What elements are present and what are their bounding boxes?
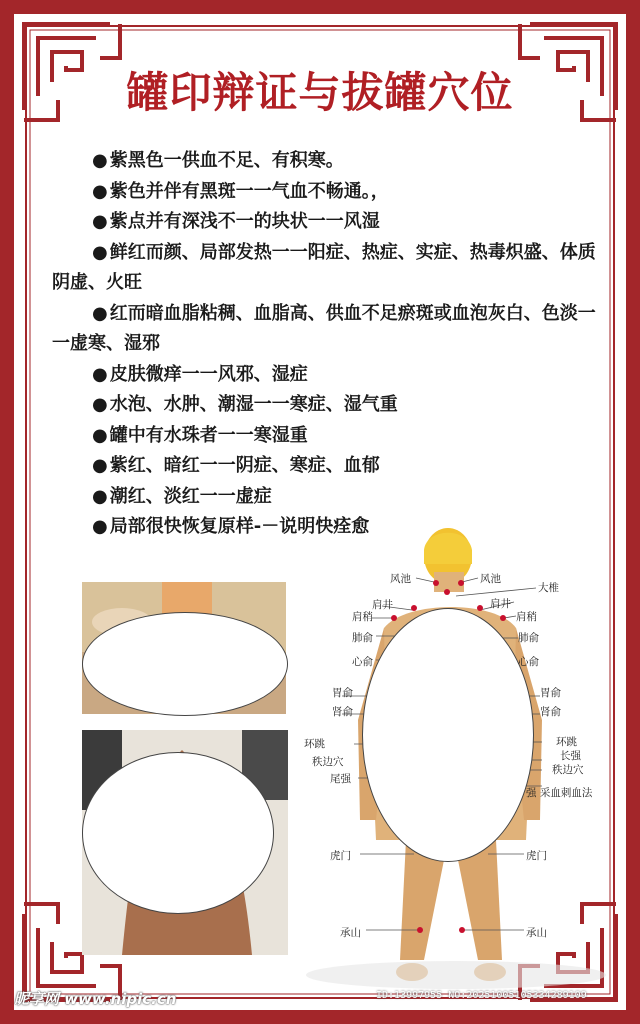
acupoint-label: 肺俞	[518, 632, 539, 644]
acupoint-label: 尾强	[330, 773, 351, 785]
acupoint-label: 心俞	[352, 656, 373, 668]
list-item-text: 罐中有水珠者一一寒湿重	[109, 424, 308, 446]
list-item	[52, 207, 598, 238]
diagnosis-list	[52, 146, 598, 543]
list-item-text: 紫点并有深浅不一的块状一一风湿	[109, 211, 380, 232]
list-item-text: 紫黑色一供血不足、有积寒。	[109, 150, 344, 171]
site-watermark: 昵享网 www.nipic.cn	[14, 990, 177, 1008]
acupoint-label: 肩稍	[352, 611, 373, 623]
acupoint-label: 肾俞	[540, 706, 561, 718]
privacy-oval	[362, 608, 534, 862]
list-item	[52, 177, 598, 208]
acupoint-label: 虎门	[526, 850, 547, 862]
acupoint-label: 虎门	[330, 850, 351, 862]
list-item-text: 紫红、暗红一一阴症、寒症、血郁	[109, 455, 380, 476]
acupoint-label: 风池	[390, 573, 411, 585]
bullet-icon: ●	[92, 180, 108, 202]
bullet-icon: ●	[92, 455, 108, 476]
bullet-icon: ●	[92, 424, 108, 446]
bullet-icon: ●	[92, 516, 108, 537]
bullet-icon: ●	[92, 363, 108, 385]
acupoint-label: 心俞	[518, 656, 539, 668]
acupoint-label: 秩边穴	[552, 764, 584, 776]
list-item	[52, 451, 598, 482]
bullet-icon: ●	[92, 211, 108, 232]
acupoint-label: 肩井	[490, 598, 511, 610]
list-item-text: 红而暗血脂粘稠、血脂高、供血不足瘀斑或血泡灰白、色淡一一虚寒、湿邪	[52, 302, 596, 354]
list-item	[52, 299, 598, 360]
acupoint-label: 环跳	[556, 736, 577, 748]
list-item-text: 紫色并伴有黑斑一一气血不畅通。，	[109, 180, 389, 202]
bullet-icon: ●	[92, 241, 108, 263]
bullet-icon: ●	[92, 485, 108, 507]
privacy-oval	[82, 612, 288, 716]
privacy-oval	[82, 752, 274, 914]
bullet-icon: ●	[92, 150, 108, 171]
list-item-text: 局部很快恢复原样-－说明快痊愈	[109, 516, 370, 537]
list-item	[52, 238, 598, 299]
bullet-icon: ●	[92, 394, 108, 415]
acupoint-label: 胃俞	[332, 687, 353, 699]
acupoint-label: 肾俞	[332, 706, 353, 718]
acupoint-label: 风池	[480, 573, 501, 585]
poster-title: 罐印辩证与拔罐穴位	[126, 68, 514, 117]
bullet-icon: ●	[92, 302, 108, 324]
acupoint-label: 肩井	[372, 599, 393, 611]
list-item-text: 水泡、水肿、潮湿一一寒症、湿气重	[109, 394, 398, 415]
list-item	[52, 146, 598, 177]
acupoint-label: 承山	[526, 927, 547, 939]
image-id-watermark: ID:13997955 NO:20251005105334289109	[376, 990, 587, 1001]
list-item-text: 鲜红而颜、局部发热一一阳症、热症、实症、热毒炽盛、体质阴虚、火旺	[52, 241, 596, 293]
acupoint-label: 肺俞	[352, 632, 373, 644]
acupoint-label: 强 采血刺血法	[526, 787, 593, 799]
list-item-text: 潮红、淡红一一虚症	[109, 485, 272, 507]
list-item	[52, 360, 598, 391]
list-item	[52, 482, 598, 513]
acupoint-label: 环跳	[304, 738, 325, 750]
acupoint-label: 长强	[560, 750, 581, 762]
acupoint-label: 胃俞	[540, 687, 561, 699]
acupoint-label: 大椎	[538, 582, 559, 594]
acupoint-label: 承山	[340, 927, 361, 939]
list-item	[52, 421, 598, 452]
list-item-text: 皮肤微痒一一风邪、湿症	[109, 363, 308, 385]
acupoint-label: 秩边穴	[312, 756, 344, 768]
acupoint-label: 肩稍	[516, 611, 537, 623]
list-item	[52, 390, 598, 421]
